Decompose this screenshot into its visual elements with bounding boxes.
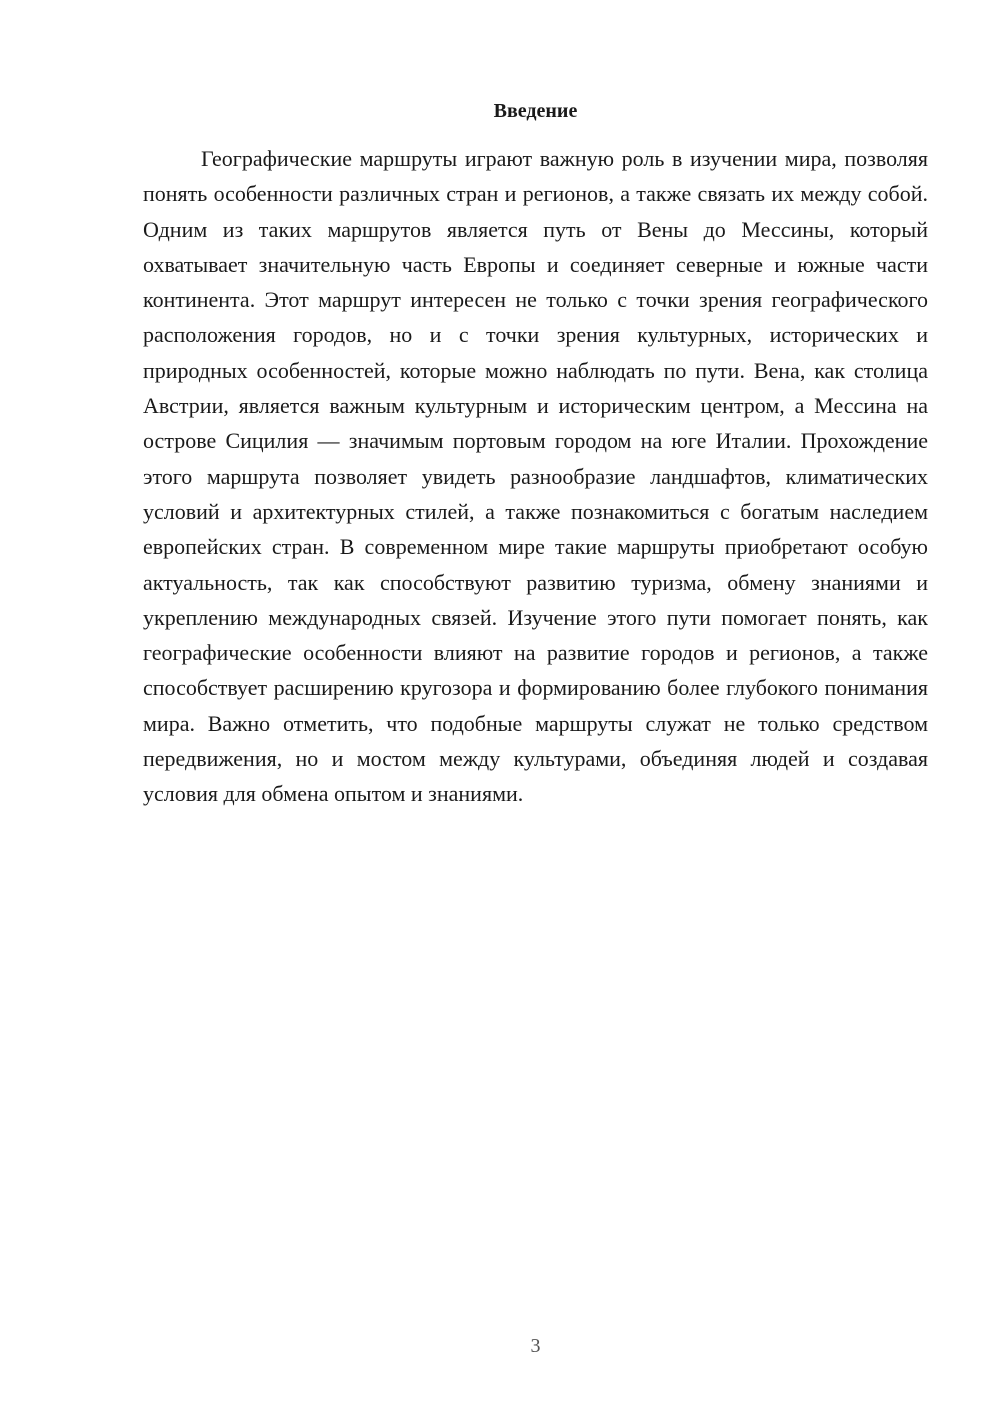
page-number: 3 — [530, 1335, 541, 1357]
intro-paragraph: Географические маршруты играют важную роль в изучении мира, позволяя понять особенности различных стран и регионов, а также связать их между собой. Одним из таких маршрутов является путь от Вены до Мессины, который охватывает значительную часть Европы и соединяет северные и южные части континента. Этот маршрут интересен не только с точки зрения географического расположения городов, но и с точки зрения культурных, исторических и природных особенностей, которые можно наблюдать по пути. Вена, как столица Австрии, является важным культурным и историческим центром, а Мессина на острове Сицилия — значимым портовым городом на юге Италии. Прохождение этого маршрута позволяет увидеть разнообразие ландшафтов, климатических условий и архитектурных стилей, а также познакомиться с богатым наследием европейских стран. В современном мире такие маршруты приобретают особую актуальность, так как способствуют развитию туризма, обмену знаниями и укреплению международных связей. Изучение этого пути помогает понять, как географические особенности влияют на развитие городов и регионов, а также способствует расширению кругозора и формированию более глубокого понимания мира. Важно отметить, что подобные маршруты служат не только средством передвижения, но и мостом между культурами, объединяя людей и создавая условия для обмена опытом и знаниями. — [143, 146, 928, 807]
section-title: Введение — [493, 100, 578, 122]
